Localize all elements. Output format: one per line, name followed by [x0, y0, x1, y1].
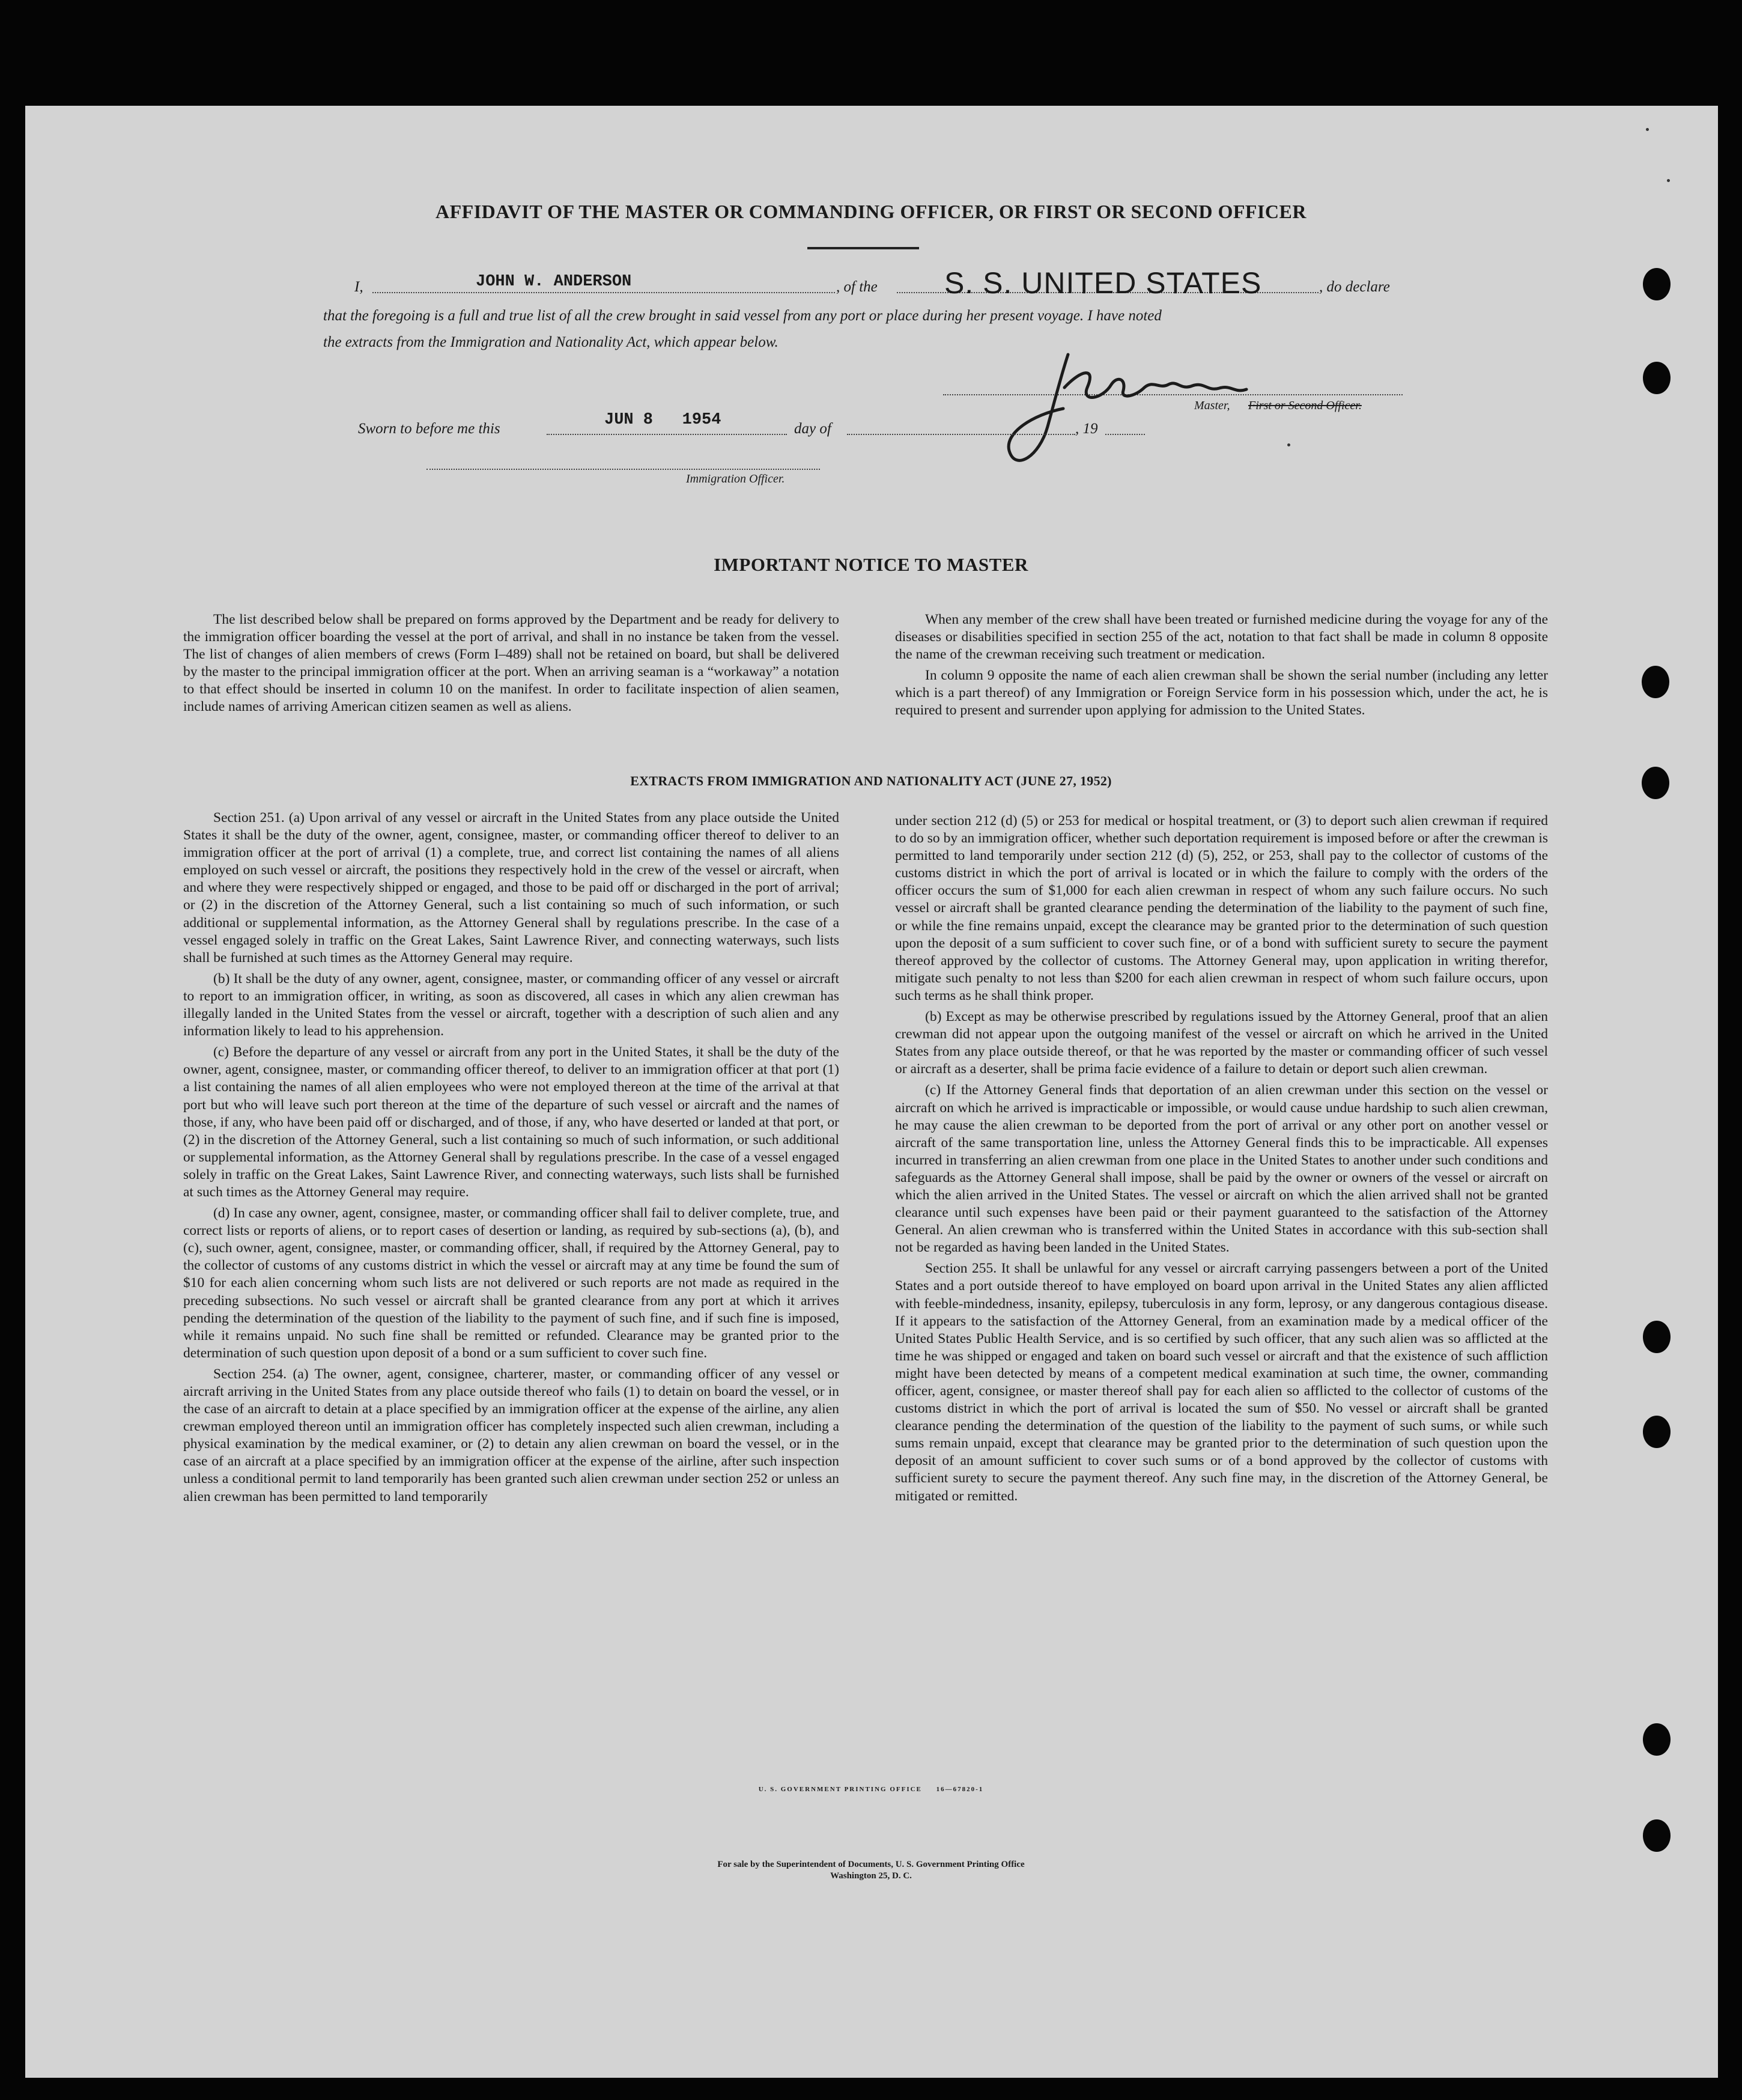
year-label: , 19 — [1075, 421, 1098, 437]
sale-note-line-2: Washington 25, D. C. — [830, 1871, 912, 1881]
month-line — [847, 434, 1075, 435]
section-254-a: Section 254. (a) The owner, agent, consignee, charterer, master, or commanding officer of any vessel or aircraft arriving in the United States from any place outside thereof who fails (1) to detain on board the vessel, or in the case of an aircraft to detain at a place specified by an immigration officer at the expense of the airline, any alien crewman employed thereon until an immigration officer has completely inspected such alien crewman, including a physical examination by the medical examiner, or (2) to detain any alien crewman on board the vessel, or in the case of an aircraft at a place specified by an immigration officer at the expense of the airline, after such inspection unless a conditional permit to land temporarily has been granted such alien crewman under section 252 or unless an alien crewman has been permitted to land temporarily — [183, 1366, 839, 1505]
binder-hole-5 — [1643, 1321, 1671, 1353]
extracts-title: EXTRACTS FROM IMMIGRATION AND NATIONALITY ACT (JUNE 27, 1952) — [630, 773, 1112, 788]
sale-note-line-1: For sale by the Superintendent of Documents, U. S. Government Printing Office — [717, 1860, 1025, 1869]
speck — [1646, 128, 1649, 131]
immigration-officer-line — [426, 469, 820, 470]
declaration-line-2: that the foregoing is a full and true list of all the crew brought in said vessel from any port or place during her present voyage. I have noted — [323, 308, 1162, 324]
master-label: Master, — [1194, 399, 1230, 412]
binder-hole-7 — [1643, 1723, 1671, 1756]
year-line — [1105, 434, 1145, 435]
title-rule — [807, 247, 919, 249]
affidavit-title: AFFIDAVIT OF THE MASTER OR COMMANDING OFFICER, OR FIRST OR SECOND OFFICER — [436, 201, 1306, 222]
section-254-b: (b) Except as may be otherwise prescribed by regulations issued by the Attorney General, proof that an alien crewman did not appear upon the outgoing manifest of the vessel or aircraft on which he arrived in the United States from any place outside thereof, or that he was reported by the master or commanding officer of such vessel or aircraft as a deserter, shall be prima facie evidence of a failure to detain or deport such alien crewman. — [895, 1009, 1548, 1077]
notice-title: IMPORTANT NOTICE TO MASTER — [714, 554, 1028, 575]
sworn-label: Sworn to before me this — [358, 421, 500, 437]
immigration-officer-label: Immigration Officer. — [686, 472, 785, 485]
speck — [1667, 179, 1670, 182]
notice-right-column — [895, 611, 1548, 723]
notice-paragraph: When any member of the crew shall have been treated or furnished medicine during the voyage for any of the diseases or disabilities specified in section 255 of the act, notation to that fact shall be made in column 8 opposite the name of the crewman receiving such treatment or medication. — [895, 612, 1548, 663]
section-254-c: (c) If the Attorney General finds that deportation of an alien crewman under this section on the vessel or aircraft on which he arrived is impracticable or impossible, or would cause undue hardship to such alien crewman, he may cause the alien crewman to be deported from the port of arrival or any other port on another vessel or aircraft of the same transportation line, unless the Attorney General finds this to be impracticable. All expenses incurred in transferring an alien crewman from one place in the United States to another under such conditions and safeguards as the Attorney General shall impose, shall be paid by the owner or owners of the vessel or aircraft on which the alien arrived in the United States. The vessel or aircraft on which the alien arrived shall not be granted clearance until such expenses have been paid or their payment guaranteed to the satisfaction of the Attorney General. An alien crewman who is transferred within the United States in accordance with this sub-section shall not be regarded as having been landed in the United States. — [895, 1082, 1548, 1256]
section-255: Section 255. It shall be unlawful for any vessel or aircraft carrying passengers between a port of the United States and a port outside thereof to have employed on board upon arrival in the United States any alien afflicted with feeble-mindedness, insanity, epilepsy, tuberculosis in any form, leprosy, or any dangerous contagious disease. If it appears to the satisfaction of the Attorney General, from an examination made by a medical officer of the United States Public Health Service, and is so certified by such officer, that any such alien was so afflicted at the time he was shipped or engaged and taken on board such vessel or aircraft and that the existence of such affliction might have been detected by means of a competent medical examination at such time, the owner, commanding officer, agent, consignee, or master thereof shall pay for each alien so afflicted to the collector of customs of the customs district in which the port of arrival is located the sum of $50. No vessel or aircraft shall be granted clearance pending the determination of the question of the liability to the payment of such sums, or while such sums remain unpaid, except that clearance may be granted prior to the determination of such question upon the deposit of an amount sufficient to cover such sums or of a bond approved by the collector of customs with sufficient surety to secure the payment thereof. Any such fine may, in the discretion of the Attorney General, be mitigated or remitted. — [895, 1261, 1548, 1504]
do-declare-label: , do declare — [1319, 279, 1390, 295]
section-251-d: (d) In case any owner, agent, consignee, master, or commanding officer shall fail to deliver complete, true, and correct lists or reports of aliens, or to report cases of desertion or landing, as required by sub-sections (a), (b), and (c), such owner, agent, consignee, master, or commanding officer, shall, if required by the Attorney General, pay to the collector of customs of any customs district in which the vessel or aircraft may at any time be found the sum of $10 for each alien concerning whom such lists are not delivered or such reports are not made as required in the preceding subsections. No such vessel or aircraft shall be granted clearance from any port at which it arrives pending the determination of the question of the liability to the payment of such fine, and if such fine is imposed, while it remains unpaid. No such fine shall be remitted or refunded. Clearance may be granted prior to the determination of such question upon deposit of a bond or a sum sufficient to cover such fine. — [183, 1205, 839, 1361]
notice-paragraph: In column 9 opposite the name of each alien crewman shall be shown the serial number (including any letter which is a part thereof) of any Immigration or Foreign Service form in his possession which, under the act, he is required to present and surrender upon applying for admission to the United States. — [895, 668, 1548, 719]
notice-paragraph: The list described below shall be prepared on forms approved by the Department and be ready for delivery to the immigration officer boarding the vessel at the port of arrival, and shall in no instance be taken from the vessel. The list of changes of alien members of crews (Form I–489) shall not be retained on board, but shall be delivered by the master to the principal immigration officer at the port. When an arriving seaman is a “workaway” a notation to that effect should be inserted in column 10 on the manifest. In order to facilitate inspection of alien seamen, include names of arriving American citizen seamen as well as aliens. — [183, 612, 839, 715]
declaration-line-3: the extracts from the Immigration and Nationality Act, which appear below. — [323, 334, 778, 350]
binder-hole-8 — [1643, 1819, 1671, 1852]
extracts-left-column — [183, 809, 839, 1509]
section-254-a-continued: under section 212 (d) (5) or 253 for medical or hospital treatment, or (3) to deport such alien crewman if required to do so by an immigration officer, whether such deportation requirement is imposed before or after the crewman is permitted to land temporarily under section 212 (d) (5), 252, or 253, shall pay to the collector of customs of the customs district in which the port of arrival is located or in which the failure to comply with the orders of the officer occurs the sum of $1,000 for each alien crewman in respect of whom any such failure occurs. No such vessel or aircraft shall be granted clearance pending the determination of the liability to the payment of such fine, or while the fine remains unpaid, except the clearance may be granted prior to the determination of such question upon the deposit of a sum sufficient to cover such fine, or of a bond with sufficient surety to secure the payment thereof approved by the collector of customs. The Attorney General may, upon application in writing therefor, mitigate such penalty to not less than $200 for each alien crewman in respect of whom such failure occurs, upon such terms as he shall think proper. — [895, 813, 1548, 1003]
master-name: JOHN W. ANDERSON — [476, 273, 632, 291]
i-label: I, — [354, 279, 363, 295]
gpo-imprint: U. S. GOVERNMENT PRINTING OFFICE 16—67820-1 — [758, 1786, 984, 1793]
section-251-c: (c) Before the departure of any vessel or aircraft from any port in the United States, it shall be the duty of the owner, agent, consignee, master, or commanding officer thereof, to deliver to an immigration officer at that port (1) a list containing the names of all alien employees who were not employed thereon at the time of the arrival at that port but who will leave such port thereon at the time of the departure of such vessel or aircraft and the names of those, if any, who have been paid off or discharged, and of those, if any, who have deserted or landed at that port, or (2) in the discretion of the Attorney General, such a list containing so much of such information, or such additional or supplemental information, as the Attorney General shall by regulations prescribe. In the case of a vessel engaged solely in traffic on the Great Lakes, Saint Lawrence River, and connecting waterways, such lists shall be furnished at such times as the Attorney General may require. — [183, 1044, 839, 1200]
binder-hole-1 — [1643, 268, 1671, 300]
notice-left-column — [183, 611, 839, 720]
vessel-name: S. S. UNITED STATES — [944, 266, 1262, 300]
sale-note — [0, 1859, 1742, 1882]
binder-hole-2 — [1643, 362, 1671, 394]
sworn-date-line — [547, 434, 787, 435]
extracts-right-column — [895, 812, 1548, 1509]
section-251-b: (b) It shall be the duty of any owner, agent, consignee, master, or commanding officer of any vessel or aircraft to report to an immigration officer, in writing, as soon as discovered, all cases in which any alien crewman has illegally landed in the United States from the vessel or aircraft, together with a description of such alien and any information likely to lead to his apprehension. — [183, 970, 839, 1039]
of-the-label: , of the — [836, 279, 878, 295]
section-251-a: Section 251. (a) Upon arrival of any vessel or aircraft in the United States from any place outside the United States it shall be the duty of the owner, agent, consignee, master, or commanding officer thereof to deliver to an immigration officer at the port of arrival (1) a complete, true, and correct list containing the names of all aliens employed on such vessel or aircraft, the positions they respectively hold in the crew of the vessel or aircraft, when and where they were respectively shipped or engaged, and those to be paid off or discharged in the port of arrival; or (2) in the discretion of the Attorney General, such a list containing so much of such information, or such additional or supplemental information, as the Attorney General shall by regulations prescribe. In the case of a vessel engaged solely in traffic on the Great Lakes, Saint Lawrence River, and connecting waterways, such lists shall be furnished at such times as the Attorney General may require. — [183, 810, 839, 966]
binder-hole-3 — [1642, 666, 1669, 698]
day-of-label: day of — [794, 421, 831, 437]
struck-officer-label: First or Second Officer. — [1248, 399, 1362, 412]
binder-hole-6 — [1643, 1416, 1671, 1448]
sworn-date: JUN 8 1954 — [604, 411, 721, 429]
name-line — [372, 292, 835, 293]
